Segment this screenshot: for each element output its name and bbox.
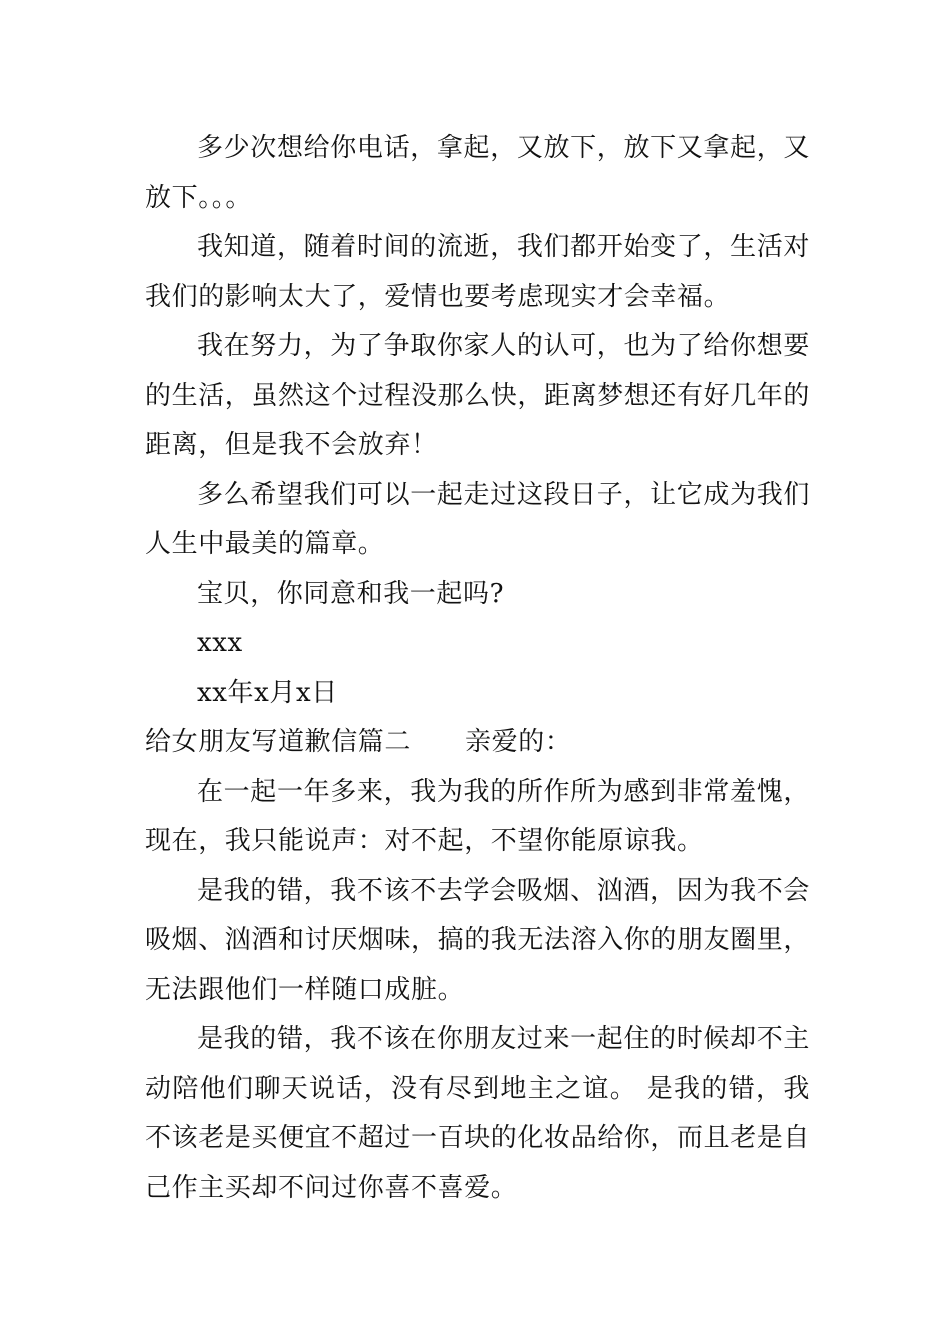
paragraph-hope: 多么希望我们可以一起走过这段日子，让它成为我们人生中最美的篇章。 bbox=[145, 479, 810, 559]
letter-body bbox=[145, 124, 810, 1213]
paragraph-effort: 我在努力，为了争取你家人的认可，也为了给你想要的生活，虽然这个过程没那么快，距离梦想还有好几年的距离，但是我不会放弃！ bbox=[145, 331, 811, 460]
paragraph-friends: 是我的错，我不该在你朋友过来一起住的时候却不主动陪他们聊天说话，没有尽到地主之谊。 是我的错，我不该老是买便宜不超过一百块的化妆品给你，而且老是自己作主买却不问过你喜不喜爱。 bbox=[145, 1024, 811, 1203]
section-title: 给女朋友写道歉信篇二 bbox=[145, 727, 412, 757]
greeting: 亲爱的： bbox=[465, 727, 572, 757]
paragraph-smoking: 是我的错，我不该不去学会吸烟、汹酒，因为我不会吸烟、汹酒和讨厌烟味，搞的我无法溶入你的朋友圈里，无法跟他们一样随口成脏。 bbox=[145, 875, 811, 1005]
date-line: xx年x月x日 bbox=[197, 677, 338, 708]
paragraph-call: 多少次想给你电话，拿起，又放下，放下又拿起，又放下。。。 bbox=[145, 133, 810, 213]
paragraph-question: 宝贝，你同意和我一起吗? bbox=[197, 578, 505, 609]
paragraph-apology: 在一起一年多来，我为我的所作所为感到非常羞愧，现在，我只能说声：对不起，不望你能原谅我。 bbox=[145, 776, 810, 856]
section-heading bbox=[145, 718, 810, 768]
paragraph-change: 我知道，随着时间的流逝，我们都开始变了，生活对我们的影响太大了，爱情也要考虑现实才会幸福。 bbox=[145, 232, 810, 312]
signature: xxx bbox=[197, 628, 243, 658]
